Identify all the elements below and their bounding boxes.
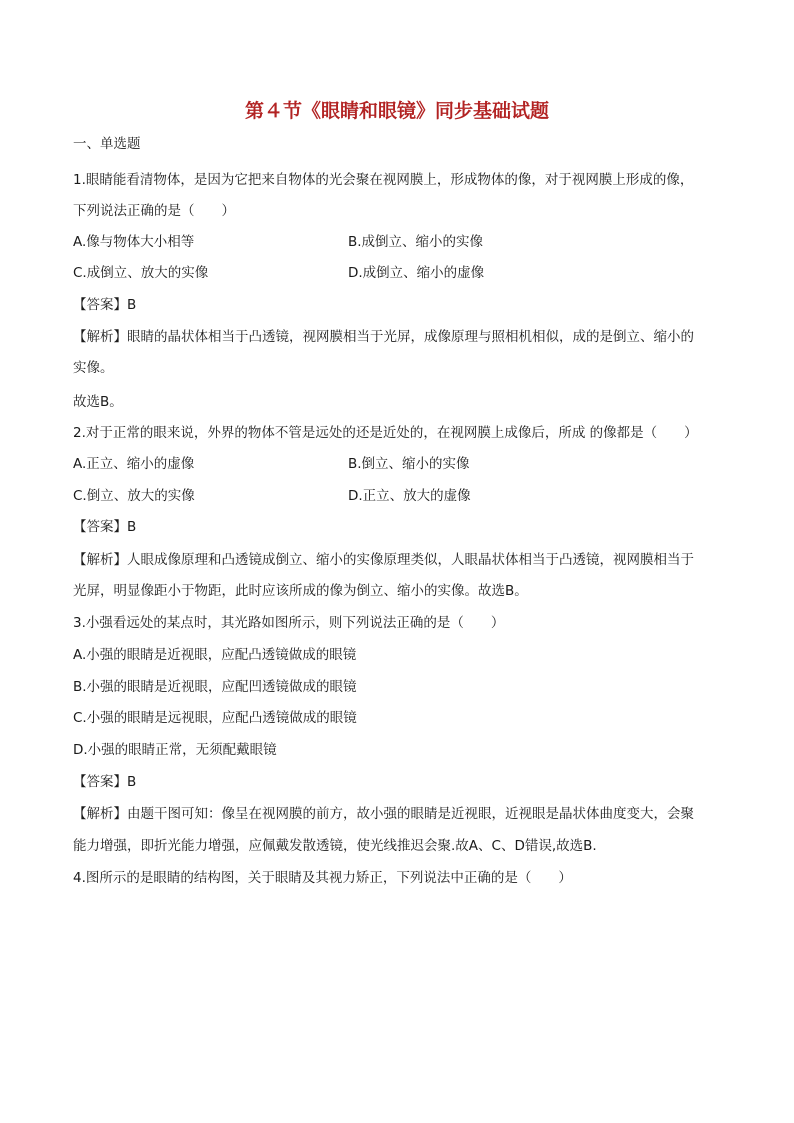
q2-analysis-line1: 【解析】人眼成像原理和凸透镜成倒立、缩小的实像原理类似，人眼晶状体相当于凸透镜，视网膜相当于 — [73, 552, 694, 568]
q1-stem-line1: 1.眼睛能看清物体，是因为它把来自物体的光会聚在视网膜上，形成物体的像，对于视网膜上形成的像， — [73, 172, 694, 188]
q2-option-b: B.倒立、缩小的实像 — [348, 456, 470, 472]
q1-option-a: A.像与物体大小相等 — [73, 234, 195, 250]
q2-option-d: D.正立、放大的虚像 — [348, 488, 471, 504]
q3-stem-line1: 3.小强看远处的某点时，其光路如图所示，则下列说法正确的是（ ） — [73, 615, 505, 631]
q2-answer: 【答案】B — [73, 519, 137, 535]
q3-analysis-line2: 能力增强，即折光能力增强，应佩戴发散透镜，使光线推迟会聚.故A、C、D错误,故选B. — [73, 838, 597, 854]
q1-analysis-line3: 故选B。 — [73, 394, 123, 410]
q1-analysis-line2: 实像。 — [73, 360, 114, 376]
q3-option-a: A.小强的眼睛是近视眼，应配凸透镜做成的眼镜 — [73, 647, 357, 663]
q4-stem-line1: 4.图所示的是眼睛的结构图，关于眼睛及其视力矫正，下列说法中正确的是（ ） — [73, 870, 572, 886]
q1-answer: 【答案】B — [73, 297, 137, 313]
q2-option-c: C.倒立、放大的实像 — [73, 488, 195, 504]
page-title: 第４节《眼睛和眼镜》同步基础试题 — [244, 100, 549, 122]
q1-analysis-line1: 【解析】眼睛的晶状体相当于凸透镜，视网膜相当于光屏，成像原理与照相机相似，成的是倒立、缩小的 — [73, 329, 694, 345]
q2-stem-line1: 2.对于正常的眼来说，外界的物体不管是远处的还是近处的，在视网膜上成像后，所成 的像都是（ ） — [73, 425, 698, 441]
q3-option-c: C.小强的眼睛是远视眼，应配凸透镜做成的眼镜 — [73, 710, 357, 726]
q3-option-d: D.小强的眼睛正常，无须配戴眼镜 — [73, 742, 277, 758]
q1-stem-line2: 下列说法正确的是（ ） — [73, 203, 235, 219]
q2-option-a: A.正立、缩小的虚像 — [73, 456, 195, 472]
q3-option-b: B.小强的眼睛是近视眼，应配凹透镜做成的眼镜 — [73, 679, 357, 695]
q2-analysis-line2: 光屏，明显像距小于物距，此时应该所成的像为倒立、缩小的实像。故选B。 — [73, 583, 528, 599]
q3-answer: 【答案】B — [73, 774, 137, 790]
q1-option-d: D.成倒立、缩小的虚像 — [348, 265, 485, 281]
section-heading: 一、单选题 — [73, 136, 141, 152]
q1-option-c: C.成倒立、放大的实像 — [73, 265, 209, 281]
q1-option-b: B.成倒立、缩小的实像 — [348, 234, 484, 250]
q3-analysis-line1: 【解析】由题干图可知：像呈在视网膜的前方，故小强的眼睛是近视眼，近视眼是晶状体曲度变大，会聚 — [73, 806, 694, 822]
